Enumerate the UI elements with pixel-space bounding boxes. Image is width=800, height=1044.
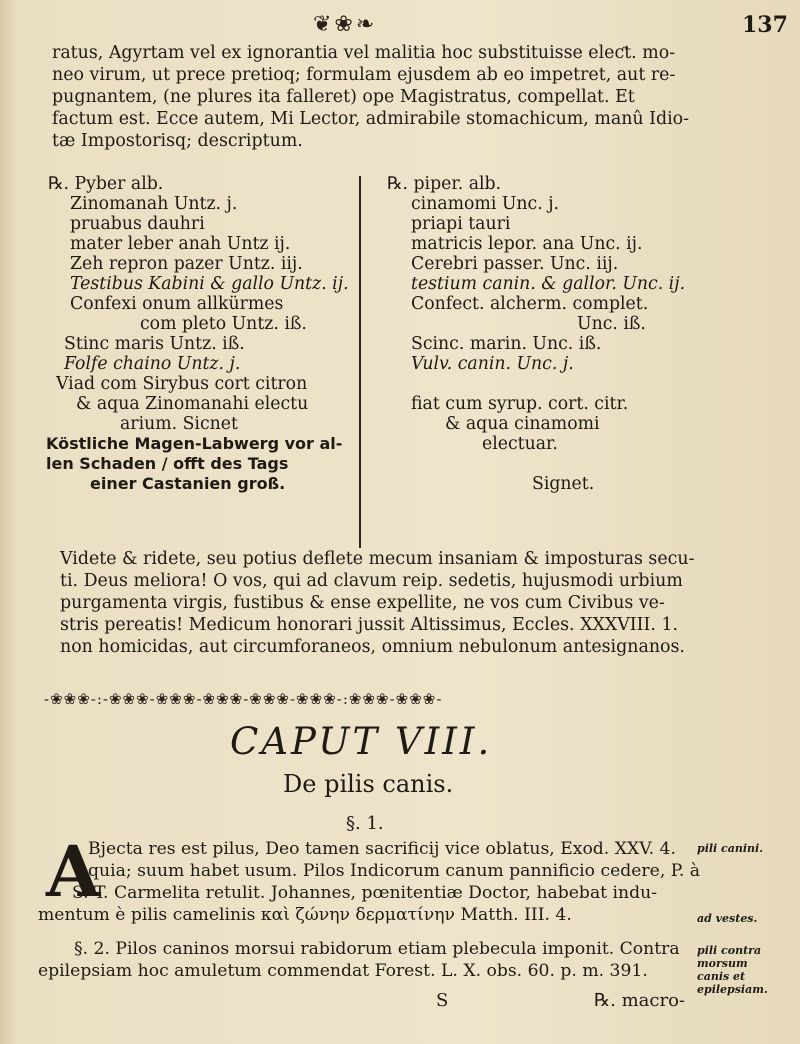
text-line: purgamenta virgis, fustibus & ense expellite, ne vos cum Civibus ve-	[60, 593, 665, 613]
recipe-line: Vulv. canin. Unc. j.	[411, 354, 574, 374]
recipe-line: & aqua cinamomi	[445, 414, 600, 434]
recipe-line	[387, 454, 687, 474]
recipe-line: mater leber anah Untz ij.	[70, 234, 291, 254]
recipe-line: Cerebri passer. Unc. iij.	[411, 254, 619, 274]
recipe-line: testium canin. & gallor. Unc. ij.	[411, 274, 686, 294]
recipe-left-column	[46, 174, 349, 494]
section-1-text	[38, 838, 700, 926]
recipe-line: Confexi onum allkürmes	[70, 294, 284, 314]
recipe-line: arium. Sicnet	[120, 414, 238, 434]
text-line: Bjecta res est pilus, Deo tamen sacrificij vice oblatus, Exod. XXV. 4.	[88, 839, 676, 859]
recipe-line: ℞. piper. alb.	[387, 174, 502, 194]
section-2-text	[38, 938, 693, 982]
text-line: neo virum, ut prece pretioq; formulam ejusdem ab eo impetret, aut re-	[52, 65, 676, 85]
text-line: ratus, Agyrtam vel ex ignorantia vel malitia hoc substituisse eleƈt. mo-	[52, 43, 676, 63]
margin-note: pili contra morsum canis et epilepsiam.	[697, 944, 768, 996]
recipe-line: fiat cum syrup. cort. citr.	[411, 394, 629, 414]
page-number: 137	[742, 12, 788, 38]
recipe-line: Stinc maris Untz. iß.	[64, 334, 245, 354]
catchword: ℞. macro-	[594, 990, 685, 1011]
recipe-line: ℞. Pyber alb.	[48, 174, 164, 194]
header-ornament: ❦❀❧	[313, 12, 378, 37]
recipe-line: matricis lepor. ana Unc. ij.	[411, 234, 643, 254]
recipe-line	[387, 374, 687, 394]
ornamental-divider: -❀❀❀-:-❀❀❀-❀❀❀-❀❀❀-❀❀❀-❀❀❀-:❀❀❀-❀❀❀-	[44, 690, 443, 708]
text-line: S. T. Carmelita retulit. Johannes, pœnitentiæ Doctor, habebat indu-	[72, 883, 658, 903]
recipe-line: & aqua Zinomanahi electu	[76, 394, 309, 414]
drop-cap: A	[46, 830, 101, 913]
recipe-line: Scinc. marin. Unc. iß.	[411, 334, 602, 354]
recipe-line: Folfe chaino Untz. j.	[64, 354, 241, 374]
text-line: stris pereatis! Medicum honorari jussit Altissimus, Eccles. XXXVIII. 1.	[60, 615, 679, 635]
section-number: §. 1.	[346, 813, 384, 834]
signature-mark: S	[436, 990, 449, 1011]
recipe-line: pruabus dauhri	[70, 214, 205, 234]
recipe-line: Zinomanah Untz. j.	[70, 194, 238, 214]
recipe-line: com pleto Untz. iß.	[140, 314, 307, 334]
page-header	[0, 10, 800, 40]
text-line: ti. Deus meliora! O vos, qui ad clavum reip. sedetis, hujusmodi urbium	[60, 571, 683, 591]
margin-note: ad vestes.	[697, 912, 758, 925]
recipe-line-fraktur: len Schaden / offt des Tags	[46, 454, 289, 473]
text-line: mentum è pilis camelinis καὶ ζώνην δερματίνην Matth. III. 4.	[38, 905, 572, 925]
recipe-line: Unc. iß.	[577, 314, 646, 334]
recipe-right-column	[387, 174, 687, 494]
recipe-line: Testibus Kabini & gallo Untz. ij.	[70, 274, 349, 294]
text-line: factum est. Ecce autem, Mi Lector, admirabile stomachicum, manû Idio-	[52, 109, 690, 129]
recipe-line: Viad com Sirybus cort citron	[56, 374, 308, 394]
recipe-line: priapi tauri	[411, 214, 511, 234]
text-line: §. 2. Pilos caninos morsui rabidorum etiam plebecula imponit. Contra	[74, 939, 680, 959]
text-line: pugnantem, (ne plures ita falleret) ope Magistratus, compellat. Et	[52, 87, 635, 107]
text-line: tæ Impostorisq; descriptum.	[52, 131, 303, 151]
column-divider	[359, 176, 361, 548]
recipe-line: Signet.	[532, 474, 595, 494]
intro-paragraph	[52, 42, 717, 152]
text-line: epilepsiam hoc amuletum commendat Forest. L. X. obs. 60. p. m. 391.	[38, 961, 648, 981]
margin-note: pili canini.	[697, 842, 764, 855]
text-line: Videte & ridete, seu potius deflete mecum insaniam & imposturas secu-	[60, 549, 695, 569]
recipe-line: electuar.	[482, 434, 558, 454]
exhortation-paragraph	[60, 548, 717, 658]
chapter-subtitle: De pilis canis.	[283, 770, 454, 798]
chapter-title: CAPUT VIII.	[230, 720, 493, 763]
recipe-columns	[46, 174, 700, 554]
recipe-line: Confect. alcherm. complet.	[411, 294, 649, 314]
text-line: quia; suum habet usum. Pilos Indicorum canum pannificio cedere, P. à	[88, 861, 700, 881]
recipe-line-fraktur: einer Castanien groß.	[90, 474, 286, 493]
recipe-line-fraktur: Köstliche Magen-Labwerg vor al-	[46, 434, 343, 453]
recipe-line: Zeh repron pazer Untz. iij.	[70, 254, 303, 274]
recipe-line: cinamomi Unc. j.	[411, 194, 560, 214]
text-line: non homicidas, aut circumforaneos, omnium nebulonum antesignanos.	[60, 637, 685, 657]
